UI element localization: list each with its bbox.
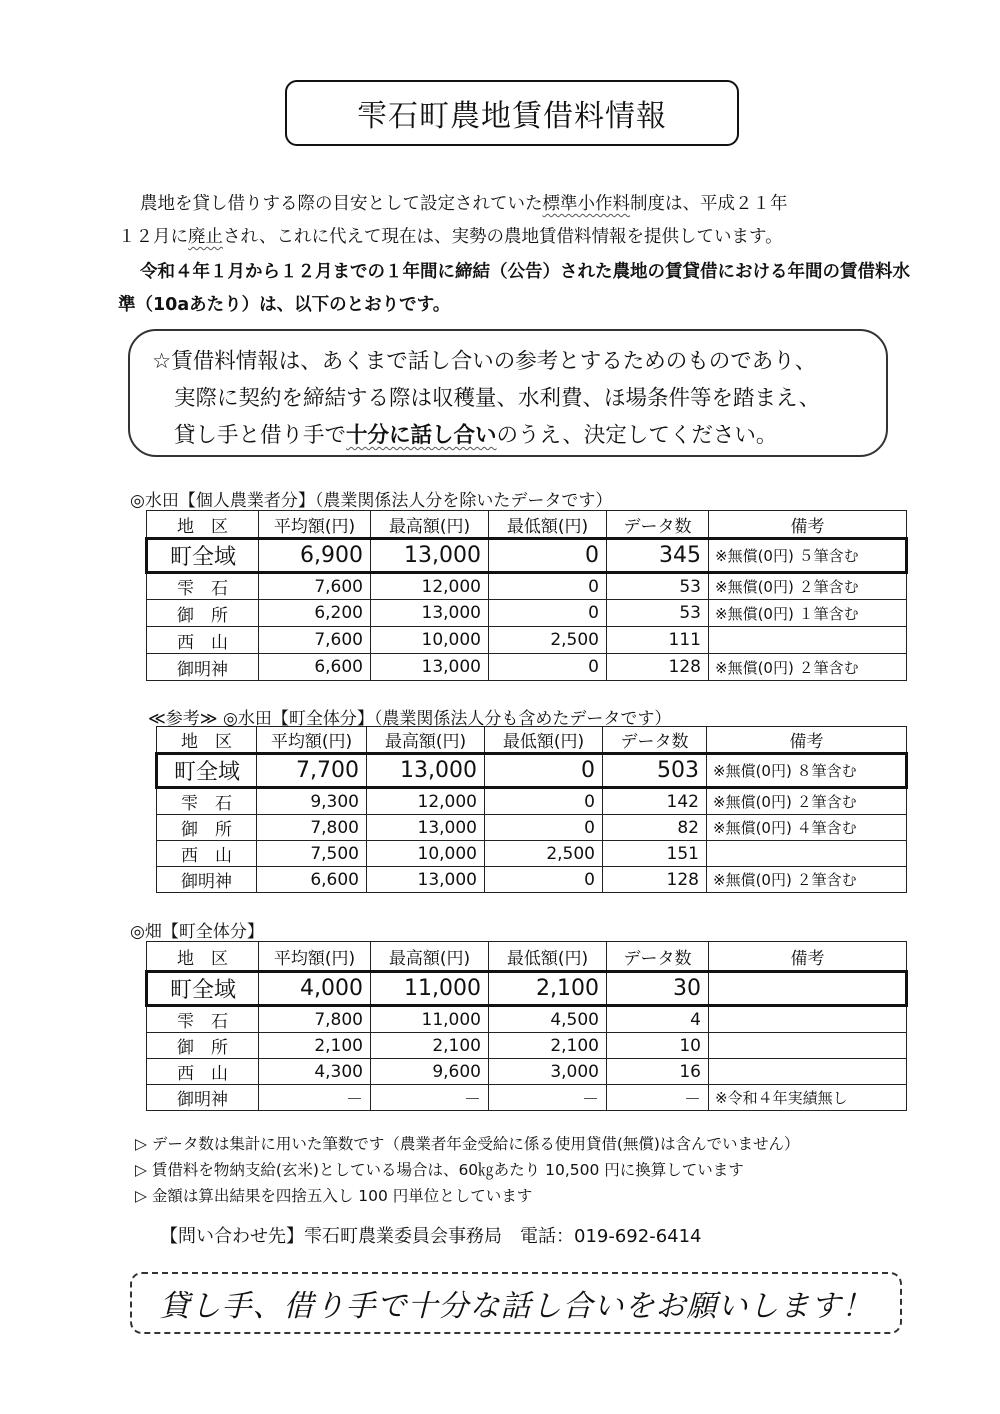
intro-p1-a: 農地を貸し借りする際の目安として設定されていた	[140, 194, 543, 214]
cell-district: 町全域	[147, 972, 259, 1006]
cell-remarks: ※令和４年実績無し	[709, 1085, 907, 1111]
cell-average: －	[259, 1085, 371, 1111]
notice-line-1: ☆賃借料情報は、あくまで話し合いの参考とするためのものであり、	[152, 349, 817, 374]
table-field-whole-town	[145, 941, 908, 1111]
table-row	[157, 815, 907, 841]
table-row	[157, 867, 907, 893]
table-row	[147, 573, 907, 600]
cell-average: 6,900	[259, 539, 371, 573]
cell-count: 345	[607, 539, 709, 573]
cell-remarks: ※無償(0円) ２筆含む	[709, 573, 907, 600]
cell-average: 7,500	[257, 841, 367, 867]
cell-average: 7,700	[257, 754, 367, 788]
table-row	[147, 1006, 907, 1033]
cell-count: 151	[603, 841, 707, 867]
table-row	[157, 788, 907, 815]
cell-remarks	[709, 1033, 907, 1059]
table-header-row	[147, 942, 907, 972]
cell-max: 13,000	[371, 654, 489, 681]
table-row-total	[157, 754, 907, 788]
cell-max: 13,000	[371, 539, 489, 573]
cell-remarks: ※無償(0円) ２筆含む	[707, 867, 907, 893]
col-count: データ数	[607, 511, 709, 539]
cell-remarks	[709, 972, 907, 1006]
cell-count: 30	[607, 972, 709, 1006]
cell-max: 10,000	[371, 627, 489, 654]
cell-max: 13,000	[367, 754, 485, 788]
intro-p1-c: 制度は、平成２１年	[630, 194, 788, 214]
notice-emphasis: 十分に話し合い	[346, 423, 497, 448]
cell-min: －	[489, 1085, 607, 1111]
cell-min: 0	[489, 539, 607, 573]
col-max: 最高額(円)	[371, 511, 489, 539]
cell-district: 御明神	[157, 867, 257, 893]
col-remarks: 備考	[707, 727, 907, 754]
table1-heading: ◎水田【個人農業者分】（農業関係法人分を除いたデータです）	[130, 491, 613, 511]
cell-max: 9,600	[371, 1059, 489, 1085]
intro-p1-f: され、これに代えて現在は、実勢の農地賃借料情報を提供しています。	[223, 227, 783, 247]
col-district: 地 区	[147, 511, 259, 539]
notice-line-2: 実際に契約を締結する際は収穫量、水利費、ほ場条件等を踏まえ、	[174, 386, 821, 411]
col-min: 最低額(円)	[489, 511, 607, 539]
cell-average: 9,300	[257, 788, 367, 815]
col-remarks: 備考	[709, 511, 907, 539]
col-max: 最高額(円)	[367, 727, 485, 754]
notice-line-3	[152, 417, 870, 454]
cell-count: 4	[607, 1006, 709, 1033]
cell-district: 雫 石	[147, 573, 259, 600]
cell-average: 7,600	[259, 627, 371, 654]
col-average: 平均額(円)	[257, 727, 367, 754]
cell-remarks: ※無償(0円) ４筆含む	[707, 815, 907, 841]
cell-count: 82	[603, 815, 707, 841]
table3-heading: ◎畑【町全体分】	[130, 922, 264, 942]
cell-remarks: ※無償(0円) ５筆含む	[709, 539, 907, 573]
col-remarks: 備考	[709, 942, 907, 972]
table-row	[147, 600, 907, 627]
cell-min: 2,100	[489, 972, 607, 1006]
cell-min: 0	[485, 867, 603, 893]
cell-count: 53	[607, 600, 709, 627]
cell-average: 2,100	[259, 1033, 371, 1059]
intro-paragraph-1	[118, 188, 918, 254]
cell-min: 2,100	[489, 1033, 607, 1059]
intro-paragraph-2: 令和４年１月から１２月までの１年間に締結（公告）された農地の賃貸借における年間の賃借料水準（10aあたり）は、以下のとおりです。	[118, 262, 910, 315]
col-max: 最高額(円)	[371, 942, 489, 972]
cell-min: 0	[489, 600, 607, 627]
cell-district: 西 山	[157, 841, 257, 867]
cell-remarks: ※無償(0円) ２筆含む	[709, 654, 907, 681]
appeal-text: 貸し手、借り手で十分な話し合いをお願いします！	[159, 1289, 873, 1324]
cell-count: 128	[603, 867, 707, 893]
cell-min: 2,500	[485, 841, 603, 867]
cell-max: －	[371, 1085, 489, 1111]
cell-remarks: ※無償(0円) １筆含む	[709, 600, 907, 627]
col-average: 平均額(円)	[259, 942, 371, 972]
cell-max: 11,000	[371, 1006, 489, 1033]
cell-min: 2,500	[489, 627, 607, 654]
table-row	[147, 1085, 907, 1111]
cell-min: 0	[489, 654, 607, 681]
cell-max: 13,000	[367, 815, 485, 841]
intro-text	[118, 188, 918, 322]
cell-average: 7,600	[259, 573, 371, 600]
cell-max: 12,000	[371, 573, 489, 600]
cell-remarks	[709, 1059, 907, 1085]
intro-p1-standard-rent: 標準小作料	[542, 194, 630, 214]
cell-remarks	[707, 841, 907, 867]
cell-min: 3,000	[489, 1059, 607, 1085]
footnote-item: ▷ 金額は算出結果を四捨五入し 100 円単位としています	[135, 1187, 533, 1205]
table-row-total	[147, 539, 907, 573]
table-paddy-whole-town	[155, 726, 908, 893]
table-row	[147, 1059, 907, 1085]
table-row-total	[147, 972, 907, 1006]
col-min: 最低額(円)	[485, 727, 603, 754]
cell-max: 10,000	[367, 841, 485, 867]
col-district: 地 区	[147, 942, 259, 972]
cell-average: 4,000	[259, 972, 371, 1006]
cell-average: 6,200	[259, 600, 371, 627]
cell-count: 142	[603, 788, 707, 815]
cell-max: 13,000	[371, 600, 489, 627]
cell-average: 7,800	[257, 815, 367, 841]
cell-min: 4,500	[489, 1006, 607, 1033]
table-header-row	[147, 511, 907, 539]
cell-max: 11,000	[371, 972, 489, 1006]
cell-count: 503	[603, 754, 707, 788]
page-title	[285, 80, 739, 146]
cell-min: 0	[485, 754, 603, 788]
col-min: 最低額(円)	[489, 942, 607, 972]
title-text: 雫石町農地賃借料情報	[357, 99, 667, 134]
notice-line-3c: のうえ、決定してください。	[496, 423, 778, 448]
notice-box	[128, 329, 888, 457]
cell-remarks	[709, 627, 907, 654]
cell-remarks	[709, 1006, 907, 1033]
cell-max: 12,000	[367, 788, 485, 815]
cell-count: 10	[607, 1033, 709, 1059]
table-row	[147, 1033, 907, 1059]
cell-min: 0	[485, 815, 603, 841]
cell-district: 西 山	[147, 1059, 259, 1085]
cell-average: 6,600	[259, 654, 371, 681]
cell-district: 町全域	[147, 539, 259, 573]
cell-count: 53	[607, 573, 709, 600]
table-paddy-individual	[145, 510, 908, 681]
col-average: 平均額(円)	[259, 511, 371, 539]
table-row	[147, 654, 907, 681]
cell-district: 御 所	[147, 600, 259, 627]
contact-info: 【問い合わせ先】雫石町農業委員会事務局 電話：019-692-6414	[160, 1226, 702, 1247]
cell-district: 雫 石	[147, 1006, 259, 1033]
cell-district: 御明神	[147, 1085, 259, 1111]
cell-min: 0	[489, 573, 607, 600]
footnote-item: ▷ 賃借料を物納支給(玄米)としている場合は、60㎏あたり 10,500 円に換算しています	[135, 1161, 744, 1179]
cell-min: 0	[485, 788, 603, 815]
cell-average: 7,800	[259, 1006, 371, 1033]
intro-p1-d: １２月に	[118, 227, 188, 247]
cell-district: 御 所	[147, 1033, 259, 1059]
appeal-box	[130, 1272, 902, 1334]
col-district: 地 区	[157, 727, 257, 754]
footnote-item: ▷ データ数は集計に用いた筆数です（農業者年金受給に係る使用貸借(無償)は含んでいません）	[135, 1135, 800, 1153]
cell-count: 16	[607, 1059, 709, 1085]
col-count: データ数	[607, 942, 709, 972]
cell-district: 御明神	[147, 654, 259, 681]
cell-count: 111	[607, 627, 709, 654]
cell-max: 13,000	[367, 867, 485, 893]
cell-district: 御 所	[157, 815, 257, 841]
cell-district: 雫 石	[157, 788, 257, 815]
cell-average: 4,300	[259, 1059, 371, 1085]
intro-p1-abolished: 廃止	[188, 227, 223, 247]
cell-district: 西 山	[147, 627, 259, 654]
cell-count: 128	[607, 654, 709, 681]
cell-district: 町全域	[157, 754, 257, 788]
notice-line-3a: 貸し手と借り手で	[174, 423, 347, 448]
table-row	[147, 627, 907, 654]
cell-count: －	[607, 1085, 709, 1111]
table-header-row	[157, 727, 907, 754]
cell-remarks: ※無償(0円) ８筆含む	[707, 754, 907, 788]
table-row	[157, 841, 907, 867]
cell-max: 2,100	[371, 1033, 489, 1059]
col-count: データ数	[603, 727, 707, 754]
cell-average: 6,600	[257, 867, 367, 893]
table2-heading: ≪参考≫ ◎水田【町全体分】（農業関係法人分も含めたデータです）	[148, 709, 672, 729]
cell-remarks: ※無償(0円) ２筆含む	[707, 788, 907, 815]
footnotes	[135, 1131, 799, 1209]
